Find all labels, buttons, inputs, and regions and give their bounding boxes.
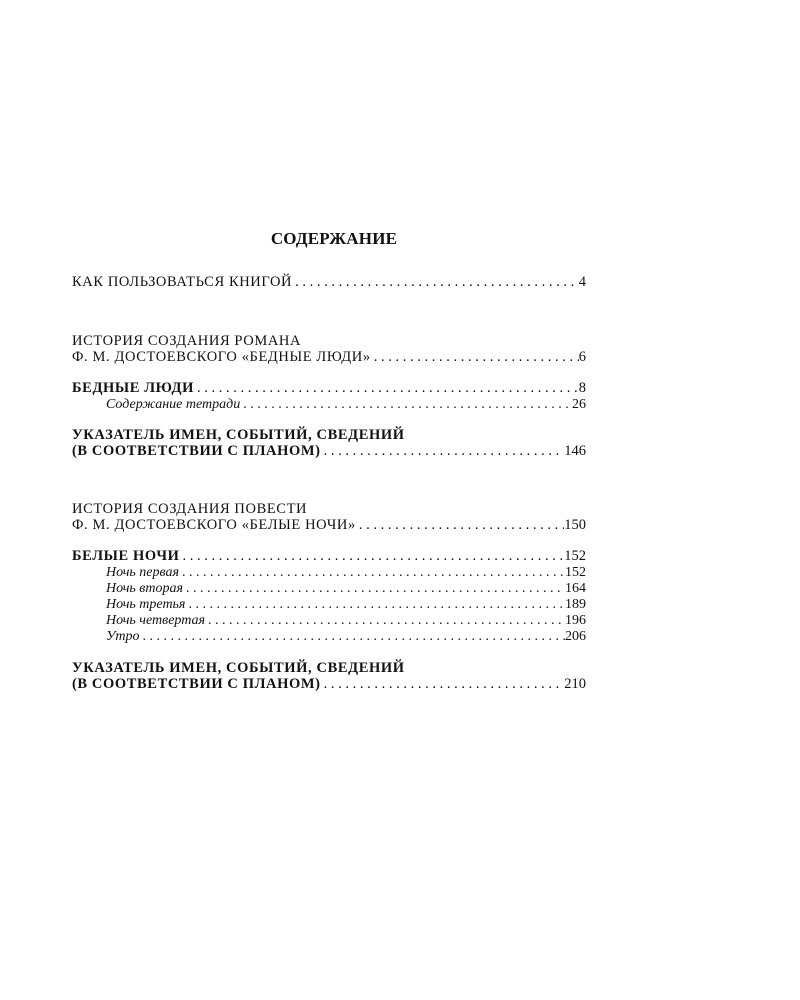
dot-leader (321, 443, 565, 459)
toc-entry-night-2[interactable] (72, 581, 586, 597)
toc-page-number: 210 (564, 676, 586, 692)
toc-entry-night-4[interactable] (72, 613, 586, 629)
toc-entry-poor-folk[interactable] (72, 380, 586, 396)
toc-page-number: 152 (564, 548, 586, 564)
toc-label: Ночь первая (106, 565, 180, 580)
dot-leader (292, 274, 579, 290)
dot-leader (140, 629, 565, 645)
toc-label: (В СООТВЕТСТВИИ С ПЛАНОМ) (72, 443, 321, 459)
toc-label: БЕДНЫЕ ЛЮДИ (72, 380, 194, 396)
toc-label: БЕЛЫЕ НОЧИ (72, 548, 180, 564)
toc-label: УКАЗАТЕЛЬ ИМЕН, СОБЫТИЙ, СВЕДЕНИЙ (72, 660, 405, 676)
dot-leader (356, 517, 564, 533)
toc-entry-how-to-use[interactable] (72, 274, 586, 290)
dot-leader (194, 380, 579, 396)
toc-label: Утро (106, 629, 140, 644)
toc-label: ИСТОРИЯ СОЗДАНИЯ ПОВЕСТИ (72, 501, 308, 517)
toc-label: Ночь вторая (106, 581, 183, 596)
dot-leader (321, 676, 565, 692)
dot-leader (240, 397, 572, 413)
page-title: СОДЕРЖАНИЕ (270, 229, 398, 248)
toc-page-number: 206 (565, 629, 586, 644)
toc-label: Ф. М. ДОСТОЕВСКОГО «БЕДНЫЕ ЛЮДИ» (72, 349, 371, 365)
dot-leader (185, 597, 565, 613)
toc-entry-history-story[interactable] (72, 501, 586, 533)
toc-label: Ночь третья (106, 597, 186, 612)
toc-page-number: 6 (578, 349, 586, 365)
toc-entry-night-3[interactable] (72, 597, 586, 613)
toc-label: КАК ПОЛЬЗОВАТЬСЯ КНИГОЙ (72, 274, 293, 290)
dot-leader (205, 613, 565, 629)
toc-label: Ф. М. ДОСТОЕВСКОГО «БЕЛЫЕ НОЧИ» (72, 517, 356, 533)
toc-label: Ночь четвертая (106, 613, 206, 628)
toc-label: ИСТОРИЯ СОЗДАНИЯ РОМАНА (72, 333, 302, 349)
toc-entry-history-novel[interactable] (72, 333, 586, 365)
dot-leader (180, 548, 565, 564)
toc-page-number: 196 (565, 613, 586, 628)
dot-leader (371, 349, 579, 365)
toc-entry-index-1[interactable] (72, 427, 586, 459)
toc-page-number: 26 (572, 397, 586, 412)
toc-page-number: 189 (565, 597, 586, 612)
dot-leader (183, 581, 565, 597)
toc-entry-white-nights[interactable] (72, 548, 586, 564)
toc-page-number: 164 (565, 581, 586, 596)
toc-entry-night-1[interactable] (72, 565, 586, 581)
toc-label: Содержание тетради (106, 397, 241, 412)
toc-page-number: 152 (565, 565, 586, 580)
toc-label: УКАЗАТЕЛЬ ИМЕН, СОБЫТИЙ, СВЕДЕНИЙ (72, 427, 405, 443)
dot-leader (179, 565, 565, 581)
toc-page-number: 150 (564, 517, 586, 533)
toc-page-number: 4 (578, 274, 586, 290)
toc-entry-poor-folk-notebook[interactable] (72, 397, 586, 413)
toc-entry-morning[interactable] (72, 629, 586, 645)
toc-page-number: 8 (578, 380, 586, 396)
toc-label: (В СООТВЕТСТВИИ С ПЛАНОМ) (72, 676, 321, 692)
toc-page-number: 146 (564, 443, 586, 459)
toc-entry-index-2[interactable] (72, 660, 586, 692)
